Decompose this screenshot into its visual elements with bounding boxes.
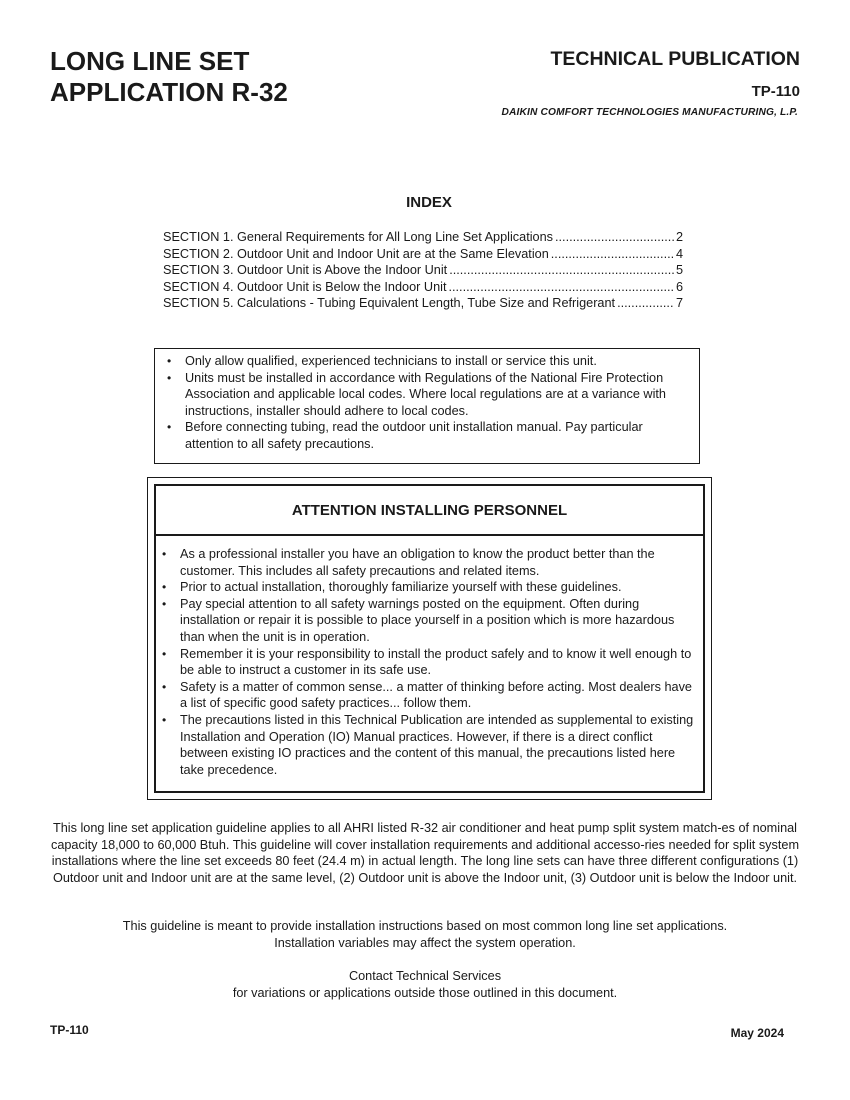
list-item <box>156 596 696 646</box>
bullet-icon: • <box>167 420 172 435</box>
index-entry-page: 2 <box>675 230 683 244</box>
bullet-icon: • <box>162 679 167 694</box>
bullet-icon: • <box>167 354 172 368</box>
index-entry-label: SECTION 3. Outdoor Unit is Above the Indoor Unit <box>163 263 448 278</box>
index-entry-label: SECTION 2. Outdoor Unit and Indoor Unit are at the Same Elevation <box>163 246 549 261</box>
list-item-text: Safety is a matter of common sense... a matter of thinking before acting. Most dealers have a list of specific good safety practices... follow them. <box>180 679 692 711</box>
index-entry[interactable] <box>163 279 683 296</box>
bullet-icon: • <box>162 646 167 661</box>
title-line-1: LONG LINE SET <box>50 46 250 76</box>
footer-doc-number: TP-110 <box>50 1023 89 1037</box>
list-item <box>155 370 691 420</box>
list-item <box>155 419 691 452</box>
list-item-text: Before connecting tubing, read the outdoor unit installation manual. Pay particular attention to all safety precautions. <box>185 420 643 451</box>
bullet-icon: • <box>162 580 167 595</box>
document-title <box>50 46 390 108</box>
list-item <box>156 546 696 579</box>
bullet-icon: • <box>162 547 167 561</box>
list-item-text: Units must be installed in accordance with Regulations of the National Fire Protection Association and applicable local codes. Where local regulations are at a variance with instructions, installer should adhere to local codes. <box>185 370 666 418</box>
safety-list <box>155 349 699 453</box>
index-entry-label: SECTION 4. Outdoor Unit is Below the Indoor Unit <box>163 279 447 294</box>
attention-heading: ATTENTION INSTALLING PERSONNEL <box>156 486 703 536</box>
index-entry-page: 6 <box>675 279 683 294</box>
list-item-text: Remember it is your responsibility to install the product safely and to know it well enough to be able to instruct a customer in its safe use. <box>180 646 692 678</box>
bullet-icon: • <box>167 370 172 385</box>
dot-leader <box>555 229 674 246</box>
contact-line-2: for variations or applications outside those outlined in this document. <box>232 985 618 1000</box>
list-item <box>155 353 691 370</box>
index-entry[interactable] <box>163 262 683 279</box>
publication-number: TP-110 <box>751 83 800 100</box>
index-entry[interactable] <box>163 295 683 312</box>
index-entry[interactable] <box>163 229 683 246</box>
dot-leader <box>449 262 674 279</box>
guideline-line-1: This guideline is meant to provide installation instructions based on most common long line set applications. <box>122 919 728 933</box>
list-item-text: The precautions listed in this Technical Publication are intended as supplemental to existing Installation and Operation (IO) Manual practices. However, if there is a direct conflict between existing IO practices and the content of this manual, the precautions listed here take precedence. <box>180 712 694 777</box>
publication-label: TECHNICAL PUBLICATION <box>550 48 800 70</box>
attention-box <box>147 477 712 800</box>
list-item <box>156 579 696 596</box>
footer-date: May 2024 <box>730 1026 784 1040</box>
index-entry-page: 5 <box>675 263 683 278</box>
list-item <box>156 646 696 679</box>
safety-notice-box <box>154 348 700 464</box>
company-name: DAIKIN COMFORT TECHNOLOGIES MANUFACTURING, L.P. <box>501 107 798 118</box>
guideline-paragraph <box>50 918 800 951</box>
contact-paragraph <box>50 968 800 1001</box>
contact-line-1: Contact Technical Services <box>348 969 502 983</box>
intro-paragraph: This long line set application guideline applies to all AHRI listed R-32 air conditioner and heat pump split system match-es of nominal capacity 18,000 to 60,000 Btuh. This guideline will cover installation requirements and additional accesso-ries needed for split system installations where the line set exceeds 80 feet (24.4 m) in actual length. The long line sets can have three different configurations (1) Outdoor unit and Indoor unit are at the same level, (2) Outdoor unit is above the Indoor unit, (3) Outdoor unit is below the Indoor unit. <box>50 821 800 885</box>
bullet-icon: • <box>162 596 167 611</box>
list-item-text: As a professional installer you have an obligation to know the product better than the customer. This includes all safety precautions and related items. <box>180 547 655 578</box>
index-list <box>163 229 683 312</box>
title-line-2: APPLICATION R-32 <box>50 77 288 107</box>
dot-leader <box>617 295 674 312</box>
list-item-text: Prior to actual installation, thoroughly familiarize yourself with these guidelines. <box>180 580 622 595</box>
index-entry[interactable] <box>163 246 683 263</box>
bullet-icon: • <box>162 712 167 727</box>
dot-leader <box>448 279 673 296</box>
dot-leader <box>551 246 674 263</box>
index-entry-page: 4 <box>675 246 683 261</box>
index-entry-label: SECTION 5. Calculations - Tubing Equivalent Length, Tube Size and Refrigerant <box>163 296 616 311</box>
attention-inner-frame <box>154 484 705 793</box>
attention-list <box>156 546 696 778</box>
index-heading: INDEX <box>406 194 452 211</box>
list-item <box>156 712 696 778</box>
index-entry-page: 7 <box>675 296 683 311</box>
list-item-text: Only allow qualified, experienced technicians to install or service this unit. <box>185 354 597 368</box>
index-entry-label: SECTION 1. General Requirements for All Long Line Set Applications <box>163 230 553 244</box>
guideline-line-2: Installation variables may affect the system operation. <box>274 935 576 950</box>
list-item-text: Pay special attention to all safety warnings posted on the equipment. Often during installation or repair it is possible to place yourself in a position which is more hazardous than when the unit is in operation. <box>180 596 675 644</box>
list-item <box>156 679 696 712</box>
